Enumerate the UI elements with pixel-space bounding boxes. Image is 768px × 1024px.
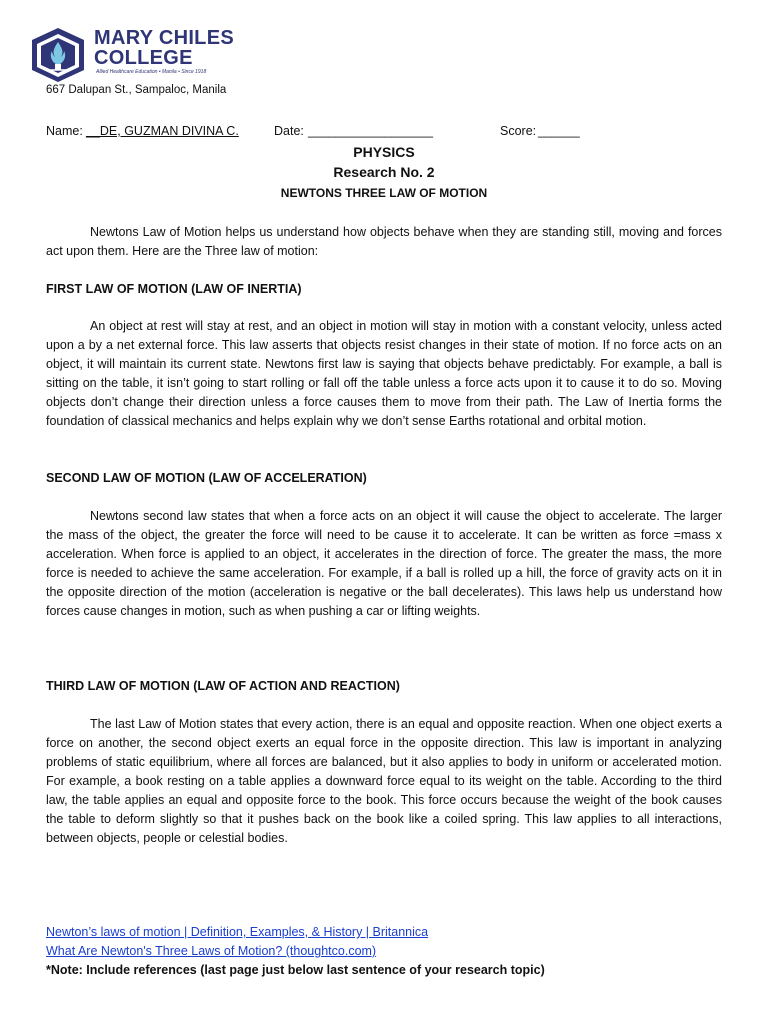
section-heading-second-law: SECOND LAW OF MOTION (LAW OF ACCELERATION) [46, 471, 367, 485]
section-heading-third-law: THIRD LAW OF MOTION (LAW OF ACTION AND REACTION) [46, 679, 400, 693]
reference-link-britannica[interactable]: Newton’s laws of motion | Definition, Examples, & History | Britannica [46, 925, 429, 939]
college-name-line2: COLLEGE [94, 47, 193, 69]
subject-title: PHYSICS [353, 144, 415, 160]
date-blank: __________________ [308, 124, 434, 138]
score-blank: ______ [538, 124, 580, 138]
college-header [28, 22, 328, 84]
references-note: *Note: Include references (last page just below last sentence of your research topic) [46, 963, 545, 977]
score-label: Score: [500, 124, 537, 138]
college-address: 667 Dalupan St., Sampaloc, Manila [46, 84, 227, 96]
date-label: Date: [274, 124, 304, 138]
shield-flame-logo-icon [28, 26, 88, 84]
references [46, 923, 545, 980]
student-info-line [46, 124, 722, 140]
intro-paragraph: Newtons Law of Motion helps us understand how objects behave when they are standing still, moving and forces act upon them. Here are the Three law of motion: [46, 225, 722, 258]
name-label: Name: [46, 124, 83, 138]
student-name: __DE, GUZMAN DIVINA C. [86, 124, 239, 138]
college-name [94, 28, 234, 68]
topic-title: NEWTONS THREE LAW OF MOTION [280, 186, 488, 200]
section-heading-first-law: FIRST LAW OF MOTION (LAW OF INERTIA) [46, 282, 302, 296]
paragraph-first-law: An object at rest will stay at rest, and an object in motion will stay in motion with a constant velocity, unless acted upon a by a net external force. This law asserts that objects resist changes in their state of motion. If no force acts on an object, it will maintain its current state. Newtons first law is saying that objects behave predictably. For example, a ball is sitting on the table, it isn’t going to start rolling or fall off the table unless a force acts upon it to cause it to do so. Moving objects don’t change their direction unless a force causes them to move from their path. The Law of Inertia forms the foundation of classical mechanics and helps explain why we don’t sense Earths rotational and orbital motion. [46, 319, 722, 428]
college-name-line1: MARY CHILES [94, 27, 234, 49]
college-tagline: Allied Healthcare Education • Manila • Since 1918 [96, 69, 207, 75]
paragraph-second-law: Newtons second law states that when a force acts on an object it will cause the object to accelerate. The larger the mass of the object, the greater the force will need to be cause it to accelerate. It can be written as force =mass x acceleration. When force is applied to an object, it accelerates in the direction of force. The greater the mass, the more force is needed to achieve the same acceleration. For example, if a ball is rolled up a hill, the force of gravity acts on it in the opposite direction of the motion (acceleration is negative or the ball decelerates). This laws help us understand how forces cause changes in motion, such as when pushing a car or lifting weights. [46, 509, 722, 618]
paragraph-third-law: The last Law of Motion states that every action, there is an equal and opposite reaction. When one object exerts a force on another, the second object exerts an equal force in the opposite direction. This law is important in analyzing problems of static equilibrium, where all forces are balanced, but it also applies to body in uniform or accelerated motion. For example, a book resting on a table applies a downward force equal to its weight on the table. According to the third law, the table applies an equal and opposite force to the book. This force occurs because the weight of the book causes the table to deform slightly so that it pushes back on the book like a coiled spring. This law applies to all interactions, between objects, people or celestial bodies. [46, 717, 722, 845]
reference-link-thoughtco[interactable]: What Are Newton's Three Laws of Motion? (thoughtco.com) [46, 944, 377, 958]
research-number: Research No. 2 [333, 164, 435, 180]
